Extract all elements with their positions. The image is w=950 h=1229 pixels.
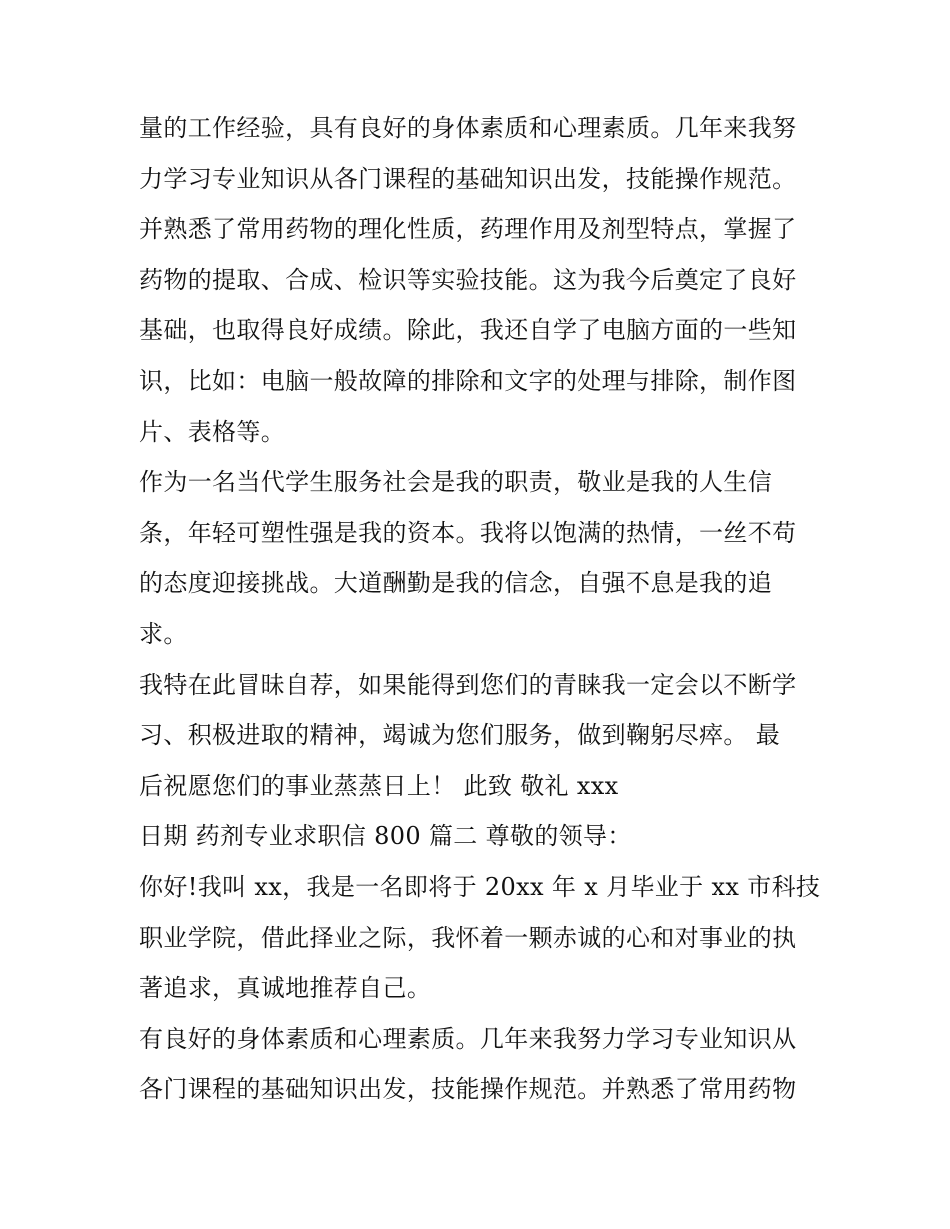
text-line: 识，比如：电脑一般故障的排除和文字的处理与排除，制作图 [139, 366, 797, 395]
text-line: 职业学院，借此择业之际，我怀着一颗赤诚的心和对事业的执 [139, 923, 797, 952]
text-line: 有良好的身体素质和心理素质。几年来我努力学习专业知识从 [139, 1024, 797, 1053]
text-line: 条，年轻可塑性强是我的资本。我将以饱满的热情，一丝不苟 [139, 518, 797, 547]
text-line: 著追求，真诚地推荐自己。 [139, 974, 432, 1003]
text-line: 力学习专业知识从各门课程的基础知识出发，技能操作规范。 [139, 164, 797, 193]
text-line: 你好!我叫 xx，我是一名即将于 20xx 年 x 月毕业于 xx 市科技 [139, 872, 821, 901]
text-line: 求。 [139, 619, 188, 648]
text-line: 量的工作经验，具有良好的身体素质和心理素质。几年来我努 [139, 114, 797, 142]
text-line: 作为一名当代学生服务社会是我的职责，敬业是我的人生信 [139, 468, 773, 497]
text-line: 的态度迎接挑战。大道酬勤是我的信念，自强不息是我的追 [139, 569, 773, 598]
text-line: 基础，也取得良好成绩。除此，我还自学了电脑方面的一些知 [139, 316, 797, 345]
text-line: 习、积极进取的精神，竭诚为您们服务，做到鞠躬尽瘁。 最 [139, 721, 781, 750]
text-line: 并熟悉了常用药物的理化性质，药理作用及剂型特点，掌握了 [139, 215, 797, 244]
text-line: 日期 药剂专业求职信 800 篇二 尊敬的领导： [139, 822, 632, 851]
text-line: 各门课程的基础知识出发，技能操作规范。并熟悉了常用药物 [139, 1075, 797, 1104]
text-line: 我特在此冒昧自荐，如果能得到您们的青睐我一定会以不断学 [139, 670, 797, 699]
text-line: 药物的提取、合成、检识等实验技能。这为我今后奠定了良好 [139, 265, 797, 294]
text-line: 后祝愿您们的事业蒸蒸日上！ 此致 敬礼 xxx [139, 771, 619, 800]
text-line: 片、表格等。 [139, 417, 286, 446]
document-body [139, 103, 829, 1115]
